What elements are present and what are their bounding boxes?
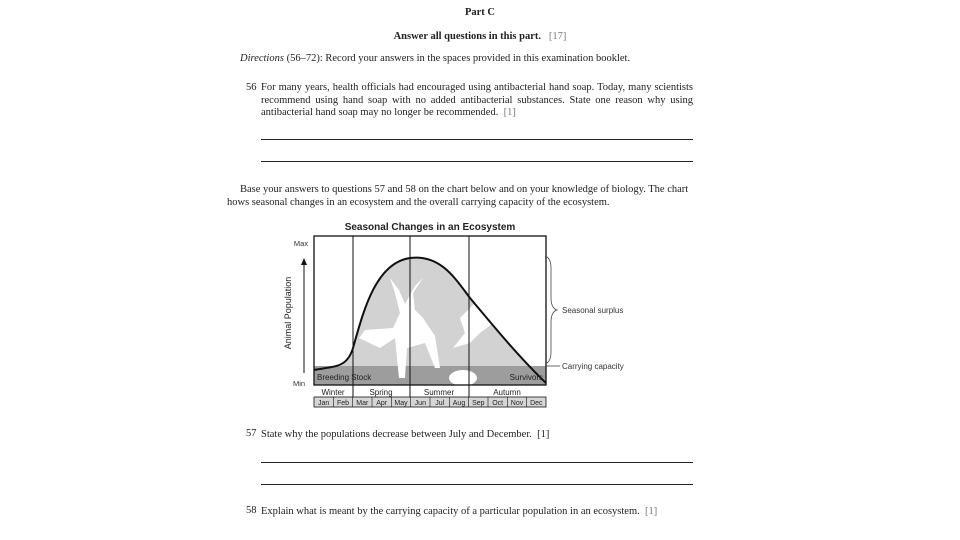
season-label: Summer: [423, 388, 455, 397]
y-max-label: Max: [293, 239, 309, 248]
part-title: Part C: [464, 7, 496, 18]
q58-body: Explain what is meant by the carrying capacity of a particular population in an ecosystem.: [261, 506, 640, 517]
season-label: Winter: [321, 388, 345, 397]
q57-points: [1]: [537, 429, 550, 440]
season-label: Spring: [369, 388, 393, 397]
month-label: Dec: [530, 400, 543, 407]
intro-line-2: hows seasonal changes in an ecosystem and the overall carrying capacity of the ecosystem.: [227, 197, 610, 208]
q57-answer-line-2[interactable]: [261, 484, 693, 485]
chart-title: Seasonal Changes in an Ecosystem: [344, 222, 516, 233]
q56-answer-line-2[interactable]: [261, 161, 693, 162]
q56-text: [261, 82, 693, 120]
part-instruction: [0, 30, 960, 43]
month-label: Jan: [318, 400, 330, 407]
directions-text: (56–72): Record your answers in the spaces provided in this examination booklet.: [286, 53, 631, 64]
month-label: Sep: [472, 400, 485, 407]
month-label: Jul: [435, 400, 445, 407]
q57-text: [261, 428, 549, 441]
q58-number: 58: [246, 505, 257, 516]
q56-answer-line-1[interactable]: [261, 139, 693, 140]
y-min-label: Min: [292, 379, 306, 388]
q58-text: [261, 505, 657, 518]
season-label: Autumn: [493, 388, 521, 397]
q56-number: 56: [246, 82, 257, 93]
directions-label: Directions: [240, 53, 284, 64]
q56-body: For many years, health officials had encouraged using antibacterial hand soap. Today, many scientists recommend using hand soap with no added antibacterial substances. State one reason why using antibacterial hand soap may no longer be recommended.: [261, 82, 693, 118]
q58-points: [1]: [645, 506, 658, 517]
surplus-area: [314, 258, 546, 383]
directions: [240, 52, 630, 65]
q57-body: State why the populations decrease between July and December.: [261, 429, 532, 440]
y-axis-label: Animal Population: [283, 276, 293, 350]
month-label: Aug: [452, 400, 466, 407]
surplus-brace: [545, 256, 557, 364]
month-label: Nov: [510, 400, 524, 407]
carrying-capacity-label: Carrying capacity: [562, 362, 624, 371]
month-label: Feb: [336, 400, 350, 407]
month-label: May: [394, 400, 408, 407]
q56-points: [1]: [503, 107, 516, 118]
survivors-label: Survivors: [509, 373, 543, 382]
q57-answer-line-1[interactable]: [261, 462, 693, 463]
month-label: Oct: [492, 400, 504, 407]
seasonal-surplus-label: Seasonal surplus: [562, 306, 624, 315]
instruction-text: Answer all questions in this part.: [393, 31, 542, 42]
intro-line-1: Base your answers to questions 57 and 58 on the chart below and on your knowledge of biology. The chart: [240, 184, 689, 195]
breeding-stock-label: Breeding Stock: [317, 373, 372, 382]
month-label: Mar: [356, 400, 369, 407]
q57-number: 57: [246, 428, 257, 439]
month-label: Jun: [414, 400, 426, 407]
arrow-head-icon: [301, 258, 307, 265]
month-label: Apr: [376, 400, 388, 407]
instruction-points: [17]: [548, 31, 567, 42]
seasonal-changes-chart: [275, 218, 645, 413]
